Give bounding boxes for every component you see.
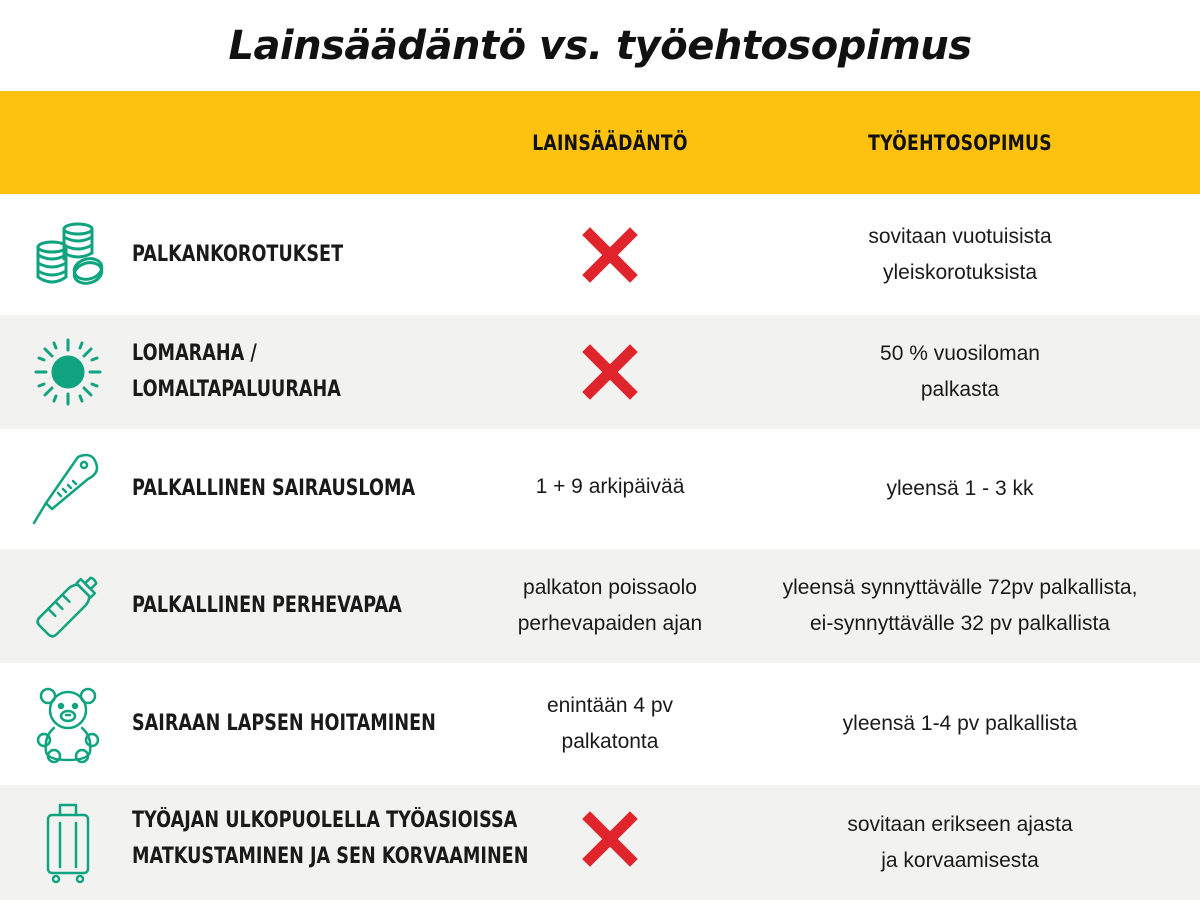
collective-agreement-cell: yleensä 1 - 3 kk	[886, 477, 1034, 500]
table-row-pay-raises	[0, 194, 1200, 315]
law-cell	[480, 315, 740, 429]
row-label: PALKANKOROTUKSET	[132, 241, 344, 267]
coins-icon	[24, 194, 112, 315]
collective-agreement-cell: sovitaan erikseen ajasta ja korvaamisesta	[847, 812, 1073, 872]
law-cell	[480, 194, 740, 315]
collective-agreement-cell: yleensä 1-4 pv palkallista	[842, 712, 1078, 735]
table-row-work-travel	[0, 785, 1200, 900]
collective-agreement-cell: yleensä synnyttävälle 72pv palkallista, ei-synnyttävälle 32 pv palkallista	[782, 576, 1138, 635]
law-cell: enintään 4 pv palkatonta	[546, 694, 674, 753]
collective-agreement-cell: 50 % vuosiloman palkasta	[880, 342, 1040, 401]
table-header	[0, 91, 1200, 194]
page-title: Lainsäädäntö vs. työehtosopimus	[228, 23, 972, 69]
cross-icon	[582, 344, 638, 400]
sun-icon	[24, 315, 112, 429]
table-row-sick-leave	[0, 429, 1200, 549]
teddy-bear-icon	[24, 663, 112, 785]
cross-icon	[582, 227, 638, 283]
row-label: PALKALLINEN SAIRAUSLOMA	[132, 476, 416, 501]
law-cell: 1 + 9 arkipäivää	[535, 475, 685, 498]
law-cell: palkaton poissaolo perhevapaiden ajan	[517, 576, 703, 635]
table-row-sick-child-care	[0, 663, 1200, 785]
row-label: PALKALLINEN PERHEVAPAA	[132, 593, 402, 618]
thermometer-icon	[24, 429, 112, 549]
suitcase-icon	[24, 785, 112, 900]
collective-agreement-cell: sovitaan vuotuisista yleiskorotuksista	[868, 224, 1052, 284]
row-label: SAIRAAN LAPSEN HOITAMINEN	[132, 711, 436, 736]
column-header-collective-agreement: TYÖEHTOSOPIMUS	[868, 130, 1052, 155]
cross-icon	[582, 811, 638, 867]
column-header-law: LAINSÄÄDÄNTÖ	[532, 130, 688, 155]
row-label: TYÖAJAN ULKOPUOLELLA TYÖASIOISSA MATKUSTAMINEN JA SEN KORVAAMINEN	[132, 808, 529, 869]
table-row-family-leave	[0, 549, 1200, 663]
table-row-holiday-bonus	[0, 315, 1200, 429]
row-label: LOMARAHA / LOMALTAPALUURAHA	[132, 341, 341, 402]
baby-bottle-icon	[24, 549, 112, 663]
law-cell	[480, 785, 740, 893]
